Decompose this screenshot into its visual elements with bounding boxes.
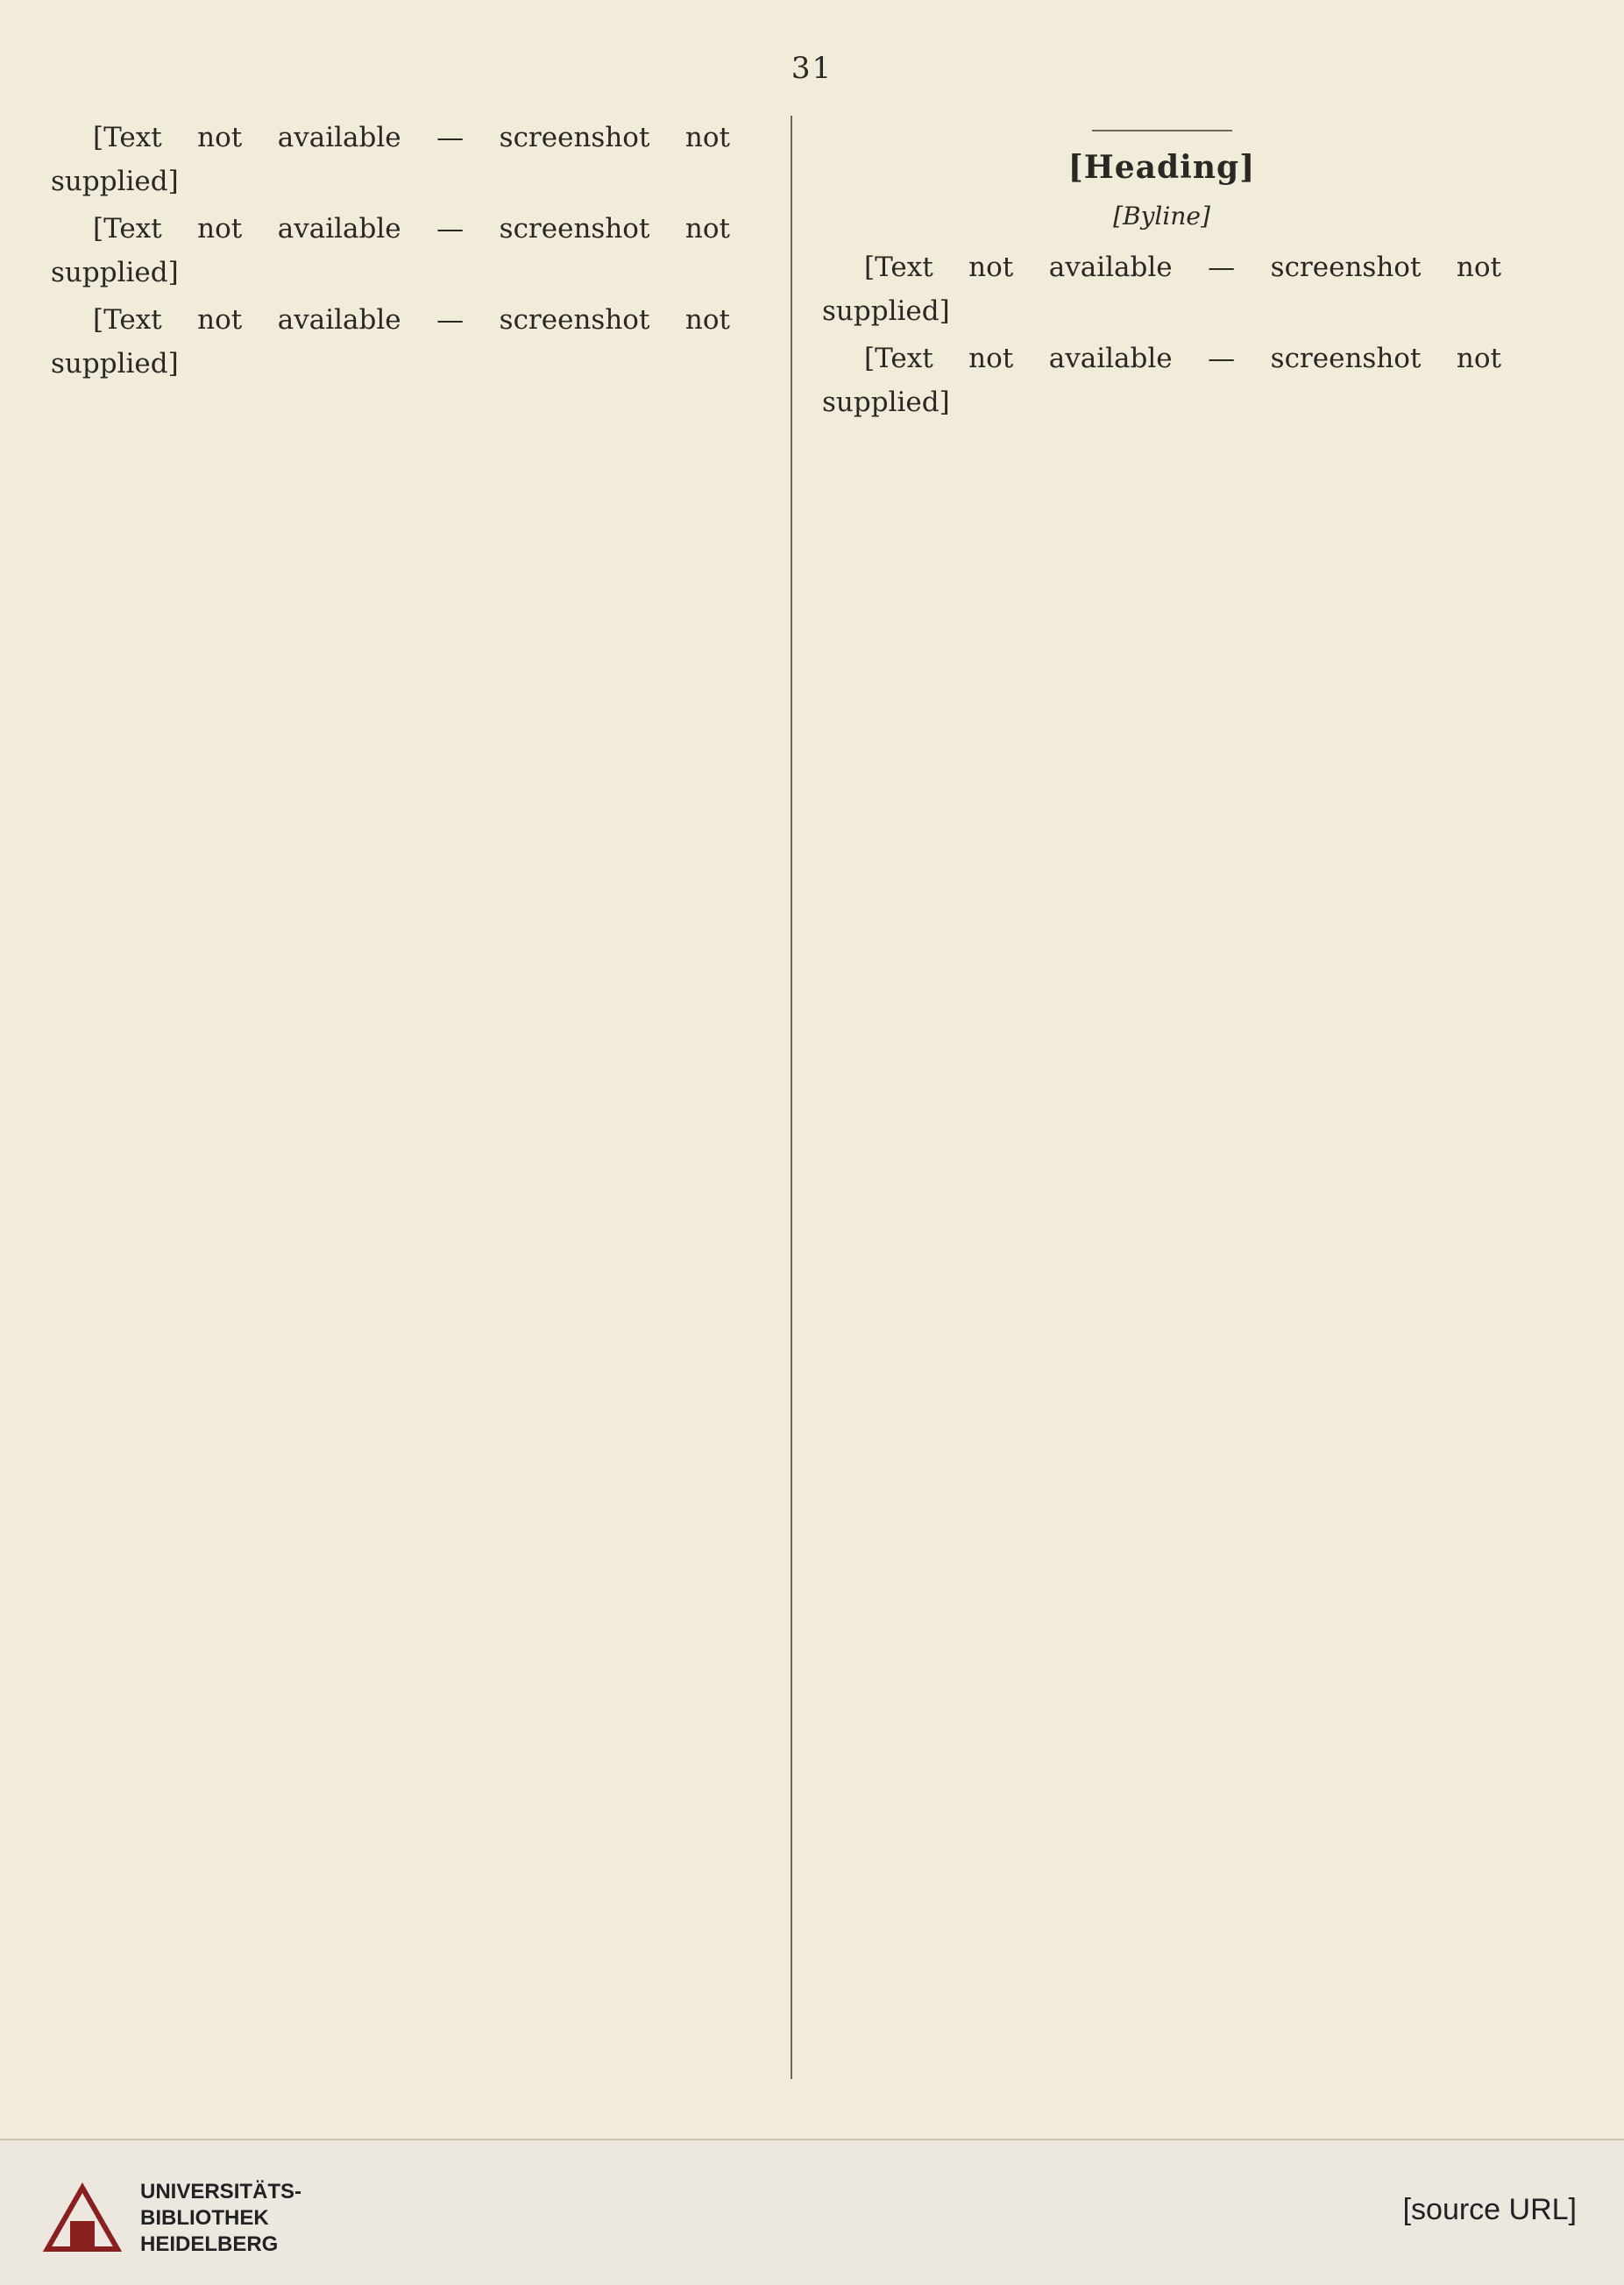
section-byline: [Byline] — [1113, 202, 1210, 231]
library-logo-icon — [40, 2181, 124, 2256]
left-paragraph-1: [Text not available — screenshot not supplied] — [51, 122, 730, 197]
section-rule — [1092, 130, 1232, 131]
left-column — [51, 116, 730, 389]
digitization-footer — [0, 2139, 1624, 2285]
library-name-line-2: BIBLIOTHEK — [140, 2206, 269, 2230]
library-name-line-1: UNIVERSITÄTS- — [140, 2180, 302, 2203]
library-name-line-3: HEIDELBERG — [140, 2232, 279, 2256]
left-paragraph-2: [Text not available — screenshot not supplied] — [51, 213, 730, 288]
library-name — [140, 2179, 301, 2258]
right-paragraph-1: [Text not available — screenshot not supplied] — [822, 252, 1501, 327]
right-column — [822, 116, 1501, 428]
column-divider — [791, 116, 792, 2079]
section-heading: [Heading] — [1067, 149, 1256, 186]
left-paragraph-3: [Text not available — screenshot not supplied] — [51, 304, 730, 380]
right-paragraph-2: [Text not available — screenshot not supplied] — [822, 343, 1501, 418]
source-url-link[interactable]: [source URL] — [1402, 2193, 1577, 2226]
page-number: 31 — [791, 51, 833, 86]
